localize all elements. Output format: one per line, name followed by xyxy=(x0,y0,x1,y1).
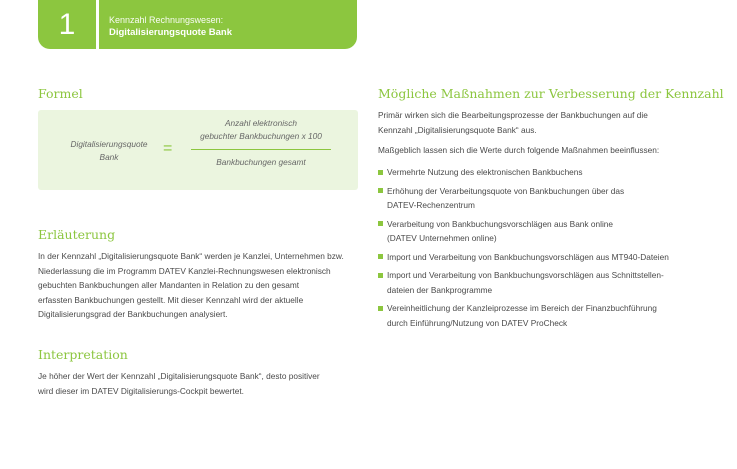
formula-numerator xyxy=(190,117,332,143)
list-item xyxy=(378,217,708,246)
list-item-line: (DATEV Unternehmen online) xyxy=(387,233,497,243)
formula-denominator: Bankbuchungen gesamt xyxy=(216,157,306,167)
list-item xyxy=(378,250,708,265)
measures-intro-line: Primär wirken sich die Bearbeitungsprozesse der Bankbuchungen auf die xyxy=(378,110,648,120)
formula-equals: = xyxy=(163,140,173,157)
list-item xyxy=(378,184,708,213)
measures-list xyxy=(378,165,708,330)
explanation-line: In der Kennzahl „Digitalisierungsquote Bank“ werden je Kanzlei, Unternehmen bzw. xyxy=(38,251,344,261)
list-item xyxy=(378,268,708,297)
list-item xyxy=(378,301,708,330)
list-item-line: Import und Verarbeitung von Bankbuchungsvorschlägen aus Schnittstellen- xyxy=(387,270,664,280)
bullet-square-icon xyxy=(378,254,383,259)
fraction-line xyxy=(191,149,331,150)
list-item-line: Vereinheitlichung der Kanzleiprozesse im Bereich der Finanzbuchführung xyxy=(387,303,657,313)
list-item-line: Import und Verarbeitung von Bankbuchungsvorschlägen aus MT940-Dateien xyxy=(387,251,669,262)
formula-numerator-line2: gebuchter Bankbuchungen x 100 xyxy=(200,131,322,141)
bullet-square-icon xyxy=(378,221,383,226)
list-item-line: durch Einführung/Nutzung von DATEV ProCheck xyxy=(387,317,568,328)
formula-left-line1: Digitalisierungsquote xyxy=(70,139,148,149)
explanation-heading: Erläuterung xyxy=(38,227,116,242)
formula-numerator-line1: Anzahl elektronisch xyxy=(225,118,297,128)
measures-intro xyxy=(378,108,718,137)
explanation-line: Niederlassung die im Programm DATEV Kanzlei-Rechnungswesen elektronisch xyxy=(38,265,331,276)
bullet-square-icon xyxy=(378,188,383,193)
measures-intro-line: Kennzahl „Digitalisierungsquote Bank“ aus. xyxy=(378,124,537,135)
header-subtitle: Kennzahl Rechnungswesen: xyxy=(109,15,224,25)
formula-left-line2: Bank xyxy=(99,152,119,162)
measures-heading: Mögliche Maßnahmen zur Verbesserung der Kennzahl xyxy=(378,86,724,101)
explanation-line: erfassten Bankbuchungen gestellt. Mit dieser Kennzahl wird der aktuelle xyxy=(38,294,304,305)
formula-left xyxy=(54,138,164,164)
measures-lead: Maßgeblich lassen sich die Werte durch folgende Maßnahmen beeinflussen: xyxy=(378,145,660,155)
interpretation-line: wird dieser im DATEV Digitalisierungs-Cockpit bewertet. xyxy=(38,385,244,396)
list-item-line: Erhöhung der Verarbeitungsquote von Bankbuchungen über das xyxy=(387,185,625,196)
list-item-line: Vermehrte Nutzung des elektronischen Bankbuchens xyxy=(387,167,583,177)
explanation-text xyxy=(38,249,368,322)
bullet-square-icon xyxy=(378,306,383,311)
list-item-line: Verarbeitung von Bankbuchungsvorschlägen aus Bank online xyxy=(387,218,614,229)
list-item xyxy=(378,165,708,180)
header-title: Digitalisierungsquote Bank xyxy=(109,27,232,38)
list-item-line: DATEV-Rechenzentrum xyxy=(387,200,475,210)
header-banner xyxy=(99,0,357,49)
explanation-line: Digitalisierungsgrad der Bankbuchungen analysiert. xyxy=(38,309,228,319)
interpretation-heading: Interpretation xyxy=(38,347,128,362)
list-item-line: dateien der Bankprogramme xyxy=(387,284,493,295)
bullet-square-icon xyxy=(378,273,383,278)
bullet-square-icon xyxy=(378,170,383,175)
explanation-line: gebuchten Bankbuchungen aller Mandanten in Relation zu den gesamt xyxy=(38,280,300,290)
interpretation-line: Je höher der Wert der Kennzahl „Digitalisierungsquote Bank“, desto positiver xyxy=(38,371,320,381)
interpretation-text xyxy=(38,369,368,398)
chapter-number: 1 xyxy=(38,0,96,49)
formula-heading: Formel xyxy=(38,86,83,101)
formula-box xyxy=(38,110,358,190)
